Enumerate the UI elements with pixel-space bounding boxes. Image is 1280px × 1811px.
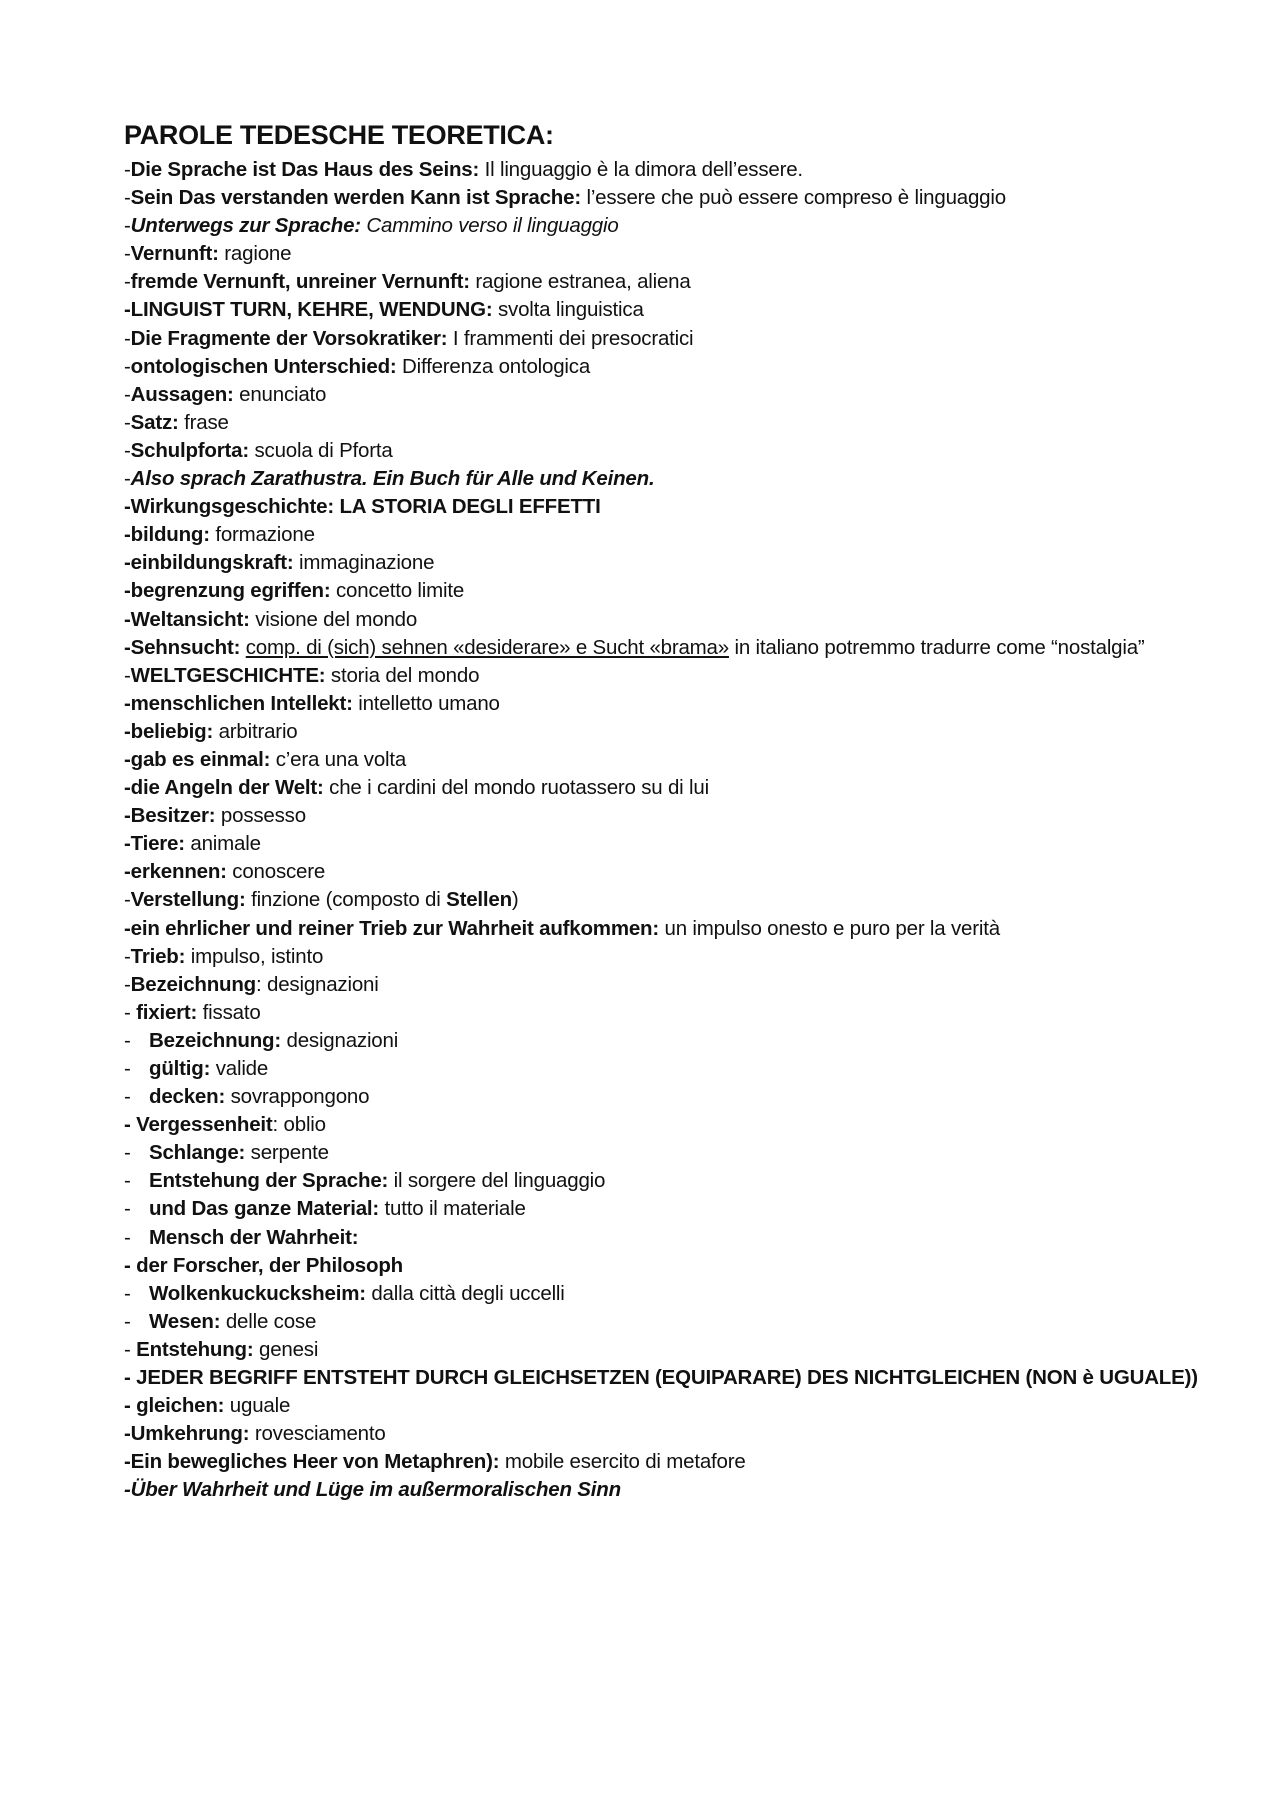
entry-text: -: [124, 467, 131, 491]
vocab-entry: [124, 1476, 1234, 1504]
vocab-entry: [124, 240, 1234, 268]
list-bullet: -: [124, 1197, 131, 1221]
entry-term: Wesen:: [149, 1309, 221, 1333]
entry-text: ragione estranea, aliena: [469, 270, 691, 294]
entry-term: WELTGESCHICHTE:: [130, 663, 326, 687]
vocab-entry: [124, 212, 1234, 240]
vocab-entry: [124, 156, 1234, 184]
vocab-entry: [124, 1448, 1234, 1476]
entry-text: -: [124, 1000, 137, 1024]
entry-term: fremde Vernunft, unreiner Vernunft:: [130, 270, 470, 294]
vocab-entry: [124, 830, 1234, 858]
vocab-entry: [124, 746, 1234, 774]
entry-term: -einbildungskraft:: [124, 551, 294, 575]
vocab-entry: [124, 1308, 1234, 1336]
entry-text: impulso, istinto: [185, 944, 324, 968]
entry-term: -Wirkungsgeschichte: LA STORIA DEGLI EFFETTI: [124, 495, 601, 519]
entry-term: -LINGUIST TURN, KEHRE, WENDUNG:: [124, 298, 493, 322]
entry-term: Also sprach Zarathustra. Ein Buch für Alle und Keinen.: [130, 467, 655, 491]
entry-text: -: [124, 663, 131, 687]
entry-term: Bezeichnung:: [149, 1028, 281, 1052]
list-bullet: -: [124, 1225, 131, 1249]
vocab-entry: [124, 690, 1234, 718]
entry-text: visione del mondo: [249, 607, 418, 631]
list-bullet: -: [124, 1028, 131, 1052]
vocabulary-list: [124, 156, 1234, 1505]
vocab-entry: [124, 943, 1234, 971]
entry-term: Satz:: [130, 410, 179, 434]
vocab-entry: [124, 662, 1234, 690]
entry-text: I frammenti dei presocratici: [447, 326, 694, 350]
entry-term: -gab es einmal:: [124, 747, 271, 771]
vocab-entry: [124, 1167, 1234, 1195]
entry-text: -: [124, 242, 131, 266]
entry-term: -Tiere:: [124, 832, 185, 856]
vocab-entry: [124, 774, 1234, 802]
vocab-entry: [124, 999, 1234, 1027]
entry-term: - Vergessenheit: [124, 1113, 273, 1137]
entry-term: -Über Wahrheit und Lüge im außermoralischen Sinn: [124, 1478, 621, 1502]
list-bullet: -: [124, 1281, 131, 1305]
entry-text: un impulso onesto e puro per la verità: [659, 916, 1000, 940]
entry-text: tutto il materiale: [379, 1197, 526, 1221]
vocab-entry: [124, 915, 1234, 943]
vocab-entry: [124, 381, 1234, 409]
entry-text: -: [124, 382, 131, 406]
entry-term: Schlange:: [149, 1141, 246, 1165]
entry-text: animale: [184, 832, 261, 856]
entry-text: storia del mondo: [325, 663, 480, 687]
vocab-entry: [124, 465, 1234, 493]
entry-term: -Weltansicht:: [124, 607, 250, 631]
entry-text: finzione (composto di: [245, 888, 447, 912]
vocab-entry: [124, 858, 1234, 886]
entry-text: -: [124, 888, 131, 912]
page-title: PAROLE TEDESCHE TEORETICA:: [124, 120, 554, 150]
vocab-entry: [124, 971, 1234, 999]
entry-text: scuola di Pforta: [248, 438, 393, 462]
vocab-entry: [124, 718, 1234, 746]
entry-term: und Das ganze Material:: [149, 1197, 380, 1221]
entry-term: Schulpforta:: [130, 438, 249, 462]
vocab-entry: [124, 802, 1234, 830]
vocab-entry: [124, 1364, 1234, 1392]
entry-text: Cammino verso il linguaggio: [360, 214, 619, 238]
entry-term: Verstellung:: [130, 888, 246, 912]
entry-term: ontologischen Unterschied:: [130, 354, 397, 378]
entry-term: -erkennen:: [124, 860, 227, 884]
entry-text: uguale: [224, 1394, 291, 1418]
entry-term: -die Angeln der Welt:: [124, 776, 324, 800]
vocab-entry: [124, 1392, 1234, 1420]
entry-term: -Umkehrung:: [124, 1422, 250, 1446]
vocab-entry: [124, 1195, 1234, 1223]
vocab-entry: [124, 577, 1234, 605]
vocab-entry: [124, 493, 1234, 521]
entry-term: -beliebig:: [124, 719, 214, 743]
entry-term: -ein ehrlicher und reiner Trieb zur Wahrheit aufkommen:: [124, 916, 660, 940]
entry-text: il sorgere del linguaggio: [388, 1169, 606, 1193]
entry-text: sovrappongono: [225, 1085, 370, 1109]
entry-text: conoscere: [226, 860, 326, 884]
list-bullet: -: [124, 1085, 131, 1109]
list-bullet: -: [124, 1309, 131, 1333]
entry-text: comp. di (sich) sehnen «desiderare» e Sucht «brama»: [245, 635, 729, 659]
vocab-entry: [124, 1336, 1234, 1364]
entry-text: possesso: [215, 804, 306, 828]
vocab-entry: [124, 1420, 1234, 1448]
entry-term: Entstehung der Sprache:: [149, 1169, 389, 1193]
vocab-entry: [124, 1027, 1234, 1055]
vocab-entry: [124, 1139, 1234, 1167]
entry-text: -: [124, 1337, 137, 1361]
entry-term: -Ein bewegliches Heer von Metaphren):: [124, 1450, 500, 1474]
entry-term: gültig:: [149, 1057, 211, 1080]
vocab-entry: [124, 437, 1234, 465]
vocab-entry: [124, 606, 1234, 634]
entry-term: Unterwegs zur Sprache:: [130, 214, 361, 238]
entry-text: formazione: [209, 523, 315, 547]
entry-term: Sein Das verstanden werden Kann ist Sprache:: [130, 186, 581, 210]
entry-text: arbitrario: [213, 719, 298, 743]
entry-text: -: [124, 972, 131, 996]
entry-term: Bezeichnung: [130, 972, 257, 996]
document-page: [124, 118, 1234, 1505]
vocab-entry: [124, 1055, 1234, 1083]
entry-term: -menschlichen Intellekt:: [124, 691, 353, 715]
entry-text: che i cardini del mondo ruotassero su di lui: [323, 776, 709, 800]
entry-text: in italiano potremmo tradurre come “nostalgia”: [728, 635, 1145, 659]
entry-text: dalla città degli uccelli: [365, 1281, 565, 1305]
entry-text: mobile esercito di metafore: [499, 1450, 746, 1474]
entry-text: serpente: [245, 1141, 329, 1165]
entry-term: - gleichen:: [124, 1394, 225, 1418]
entry-text: -: [124, 944, 131, 968]
entry-term: fixiert:: [136, 1000, 198, 1024]
list-bullet: -: [124, 1169, 131, 1193]
entry-term: Aussagen:: [130, 382, 234, 406]
vocab-entry: [124, 1111, 1234, 1139]
entry-term: decken:: [149, 1085, 226, 1109]
entry-term: Die Sprache ist Das Haus des Seins:: [130, 158, 480, 181]
entry-text: delle cose: [220, 1309, 317, 1333]
entry-text: intelletto umano: [352, 691, 500, 715]
entry-term: Stellen: [446, 888, 512, 912]
vocab-entry: [124, 1224, 1234, 1252]
entry-text: ): [511, 888, 519, 912]
entry-text: -: [124, 354, 131, 378]
entry-text: -: [124, 214, 131, 238]
entry-text: concetto limite: [330, 579, 465, 603]
vocab-entry: [124, 268, 1234, 296]
entry-term: Die Fragmente der Vorsokratiker:: [130, 326, 448, 350]
entry-text: -: [124, 326, 131, 350]
vocab-entry: [124, 634, 1234, 662]
entry-text: svolta linguistica: [492, 298, 644, 322]
vocab-entry: [124, 886, 1234, 914]
vocab-entry: [124, 1083, 1234, 1111]
entry-text: rovesciamento: [249, 1422, 386, 1446]
entry-term: Mensch der Wahrheit:: [149, 1225, 359, 1249]
entry-term: -bildung:: [124, 523, 210, 547]
entry-term: - JEDER BEGRIFF ENTSTEHT DURCH GLEICHSETZEN (EQUIPARARE) DES NICHTGLEICHEN (NON è UGUALE)): [124, 1366, 1198, 1390]
vocab-entry: [124, 1280, 1234, 1308]
entry-text: -: [124, 270, 131, 294]
entry-text: -: [124, 186, 131, 210]
entry-term: Wolkenkuckucksheim:: [149, 1281, 366, 1305]
entry-term: -Sehnsucht:: [124, 635, 241, 659]
entry-text: : designazioni: [256, 972, 379, 996]
vocab-entry: [124, 353, 1234, 381]
entry-term: -begrenzung egriffen:: [124, 579, 331, 603]
entry-text: -: [124, 438, 131, 462]
entry-text: -: [124, 410, 131, 434]
vocab-entry: [124, 549, 1234, 577]
entry-text: immaginazione: [293, 551, 435, 575]
entry-text: Il linguaggio è la dimora dell’essere.: [479, 158, 803, 181]
entry-text: c’era una volta: [270, 747, 407, 771]
list-bullet: -: [124, 1141, 131, 1165]
entry-text: genesi: [253, 1337, 319, 1361]
entry-term: - der Forscher, der Philosoph: [124, 1253, 403, 1277]
entry-text: valide: [210, 1057, 269, 1080]
entry-text: frase: [178, 410, 229, 434]
entry-text: designazioni: [281, 1028, 399, 1052]
entry-term: -Besitzer:: [124, 804, 216, 828]
vocab-entry: [124, 184, 1234, 212]
entry-term: Trieb:: [130, 944, 186, 968]
entry-text: ragione: [218, 242, 292, 266]
entry-term: Vernunft:: [130, 242, 219, 266]
entry-term: Entstehung:: [136, 1337, 254, 1361]
entry-text: enunciato: [233, 382, 327, 406]
entry-text: : oblio: [272, 1113, 326, 1137]
vocab-entry: [124, 409, 1234, 437]
entry-text: Differenza ontologica: [396, 354, 591, 378]
entry-text: -: [124, 158, 131, 181]
vocab-entry: [124, 521, 1234, 549]
vocab-entry: [124, 296, 1234, 324]
entry-text: fissato: [197, 1000, 261, 1024]
list-bullet: -: [124, 1057, 131, 1080]
vocab-entry: [124, 325, 1234, 353]
vocab-entry: [124, 1252, 1234, 1280]
entry-text: l’essere che può essere compreso è linguaggio: [580, 186, 1006, 210]
